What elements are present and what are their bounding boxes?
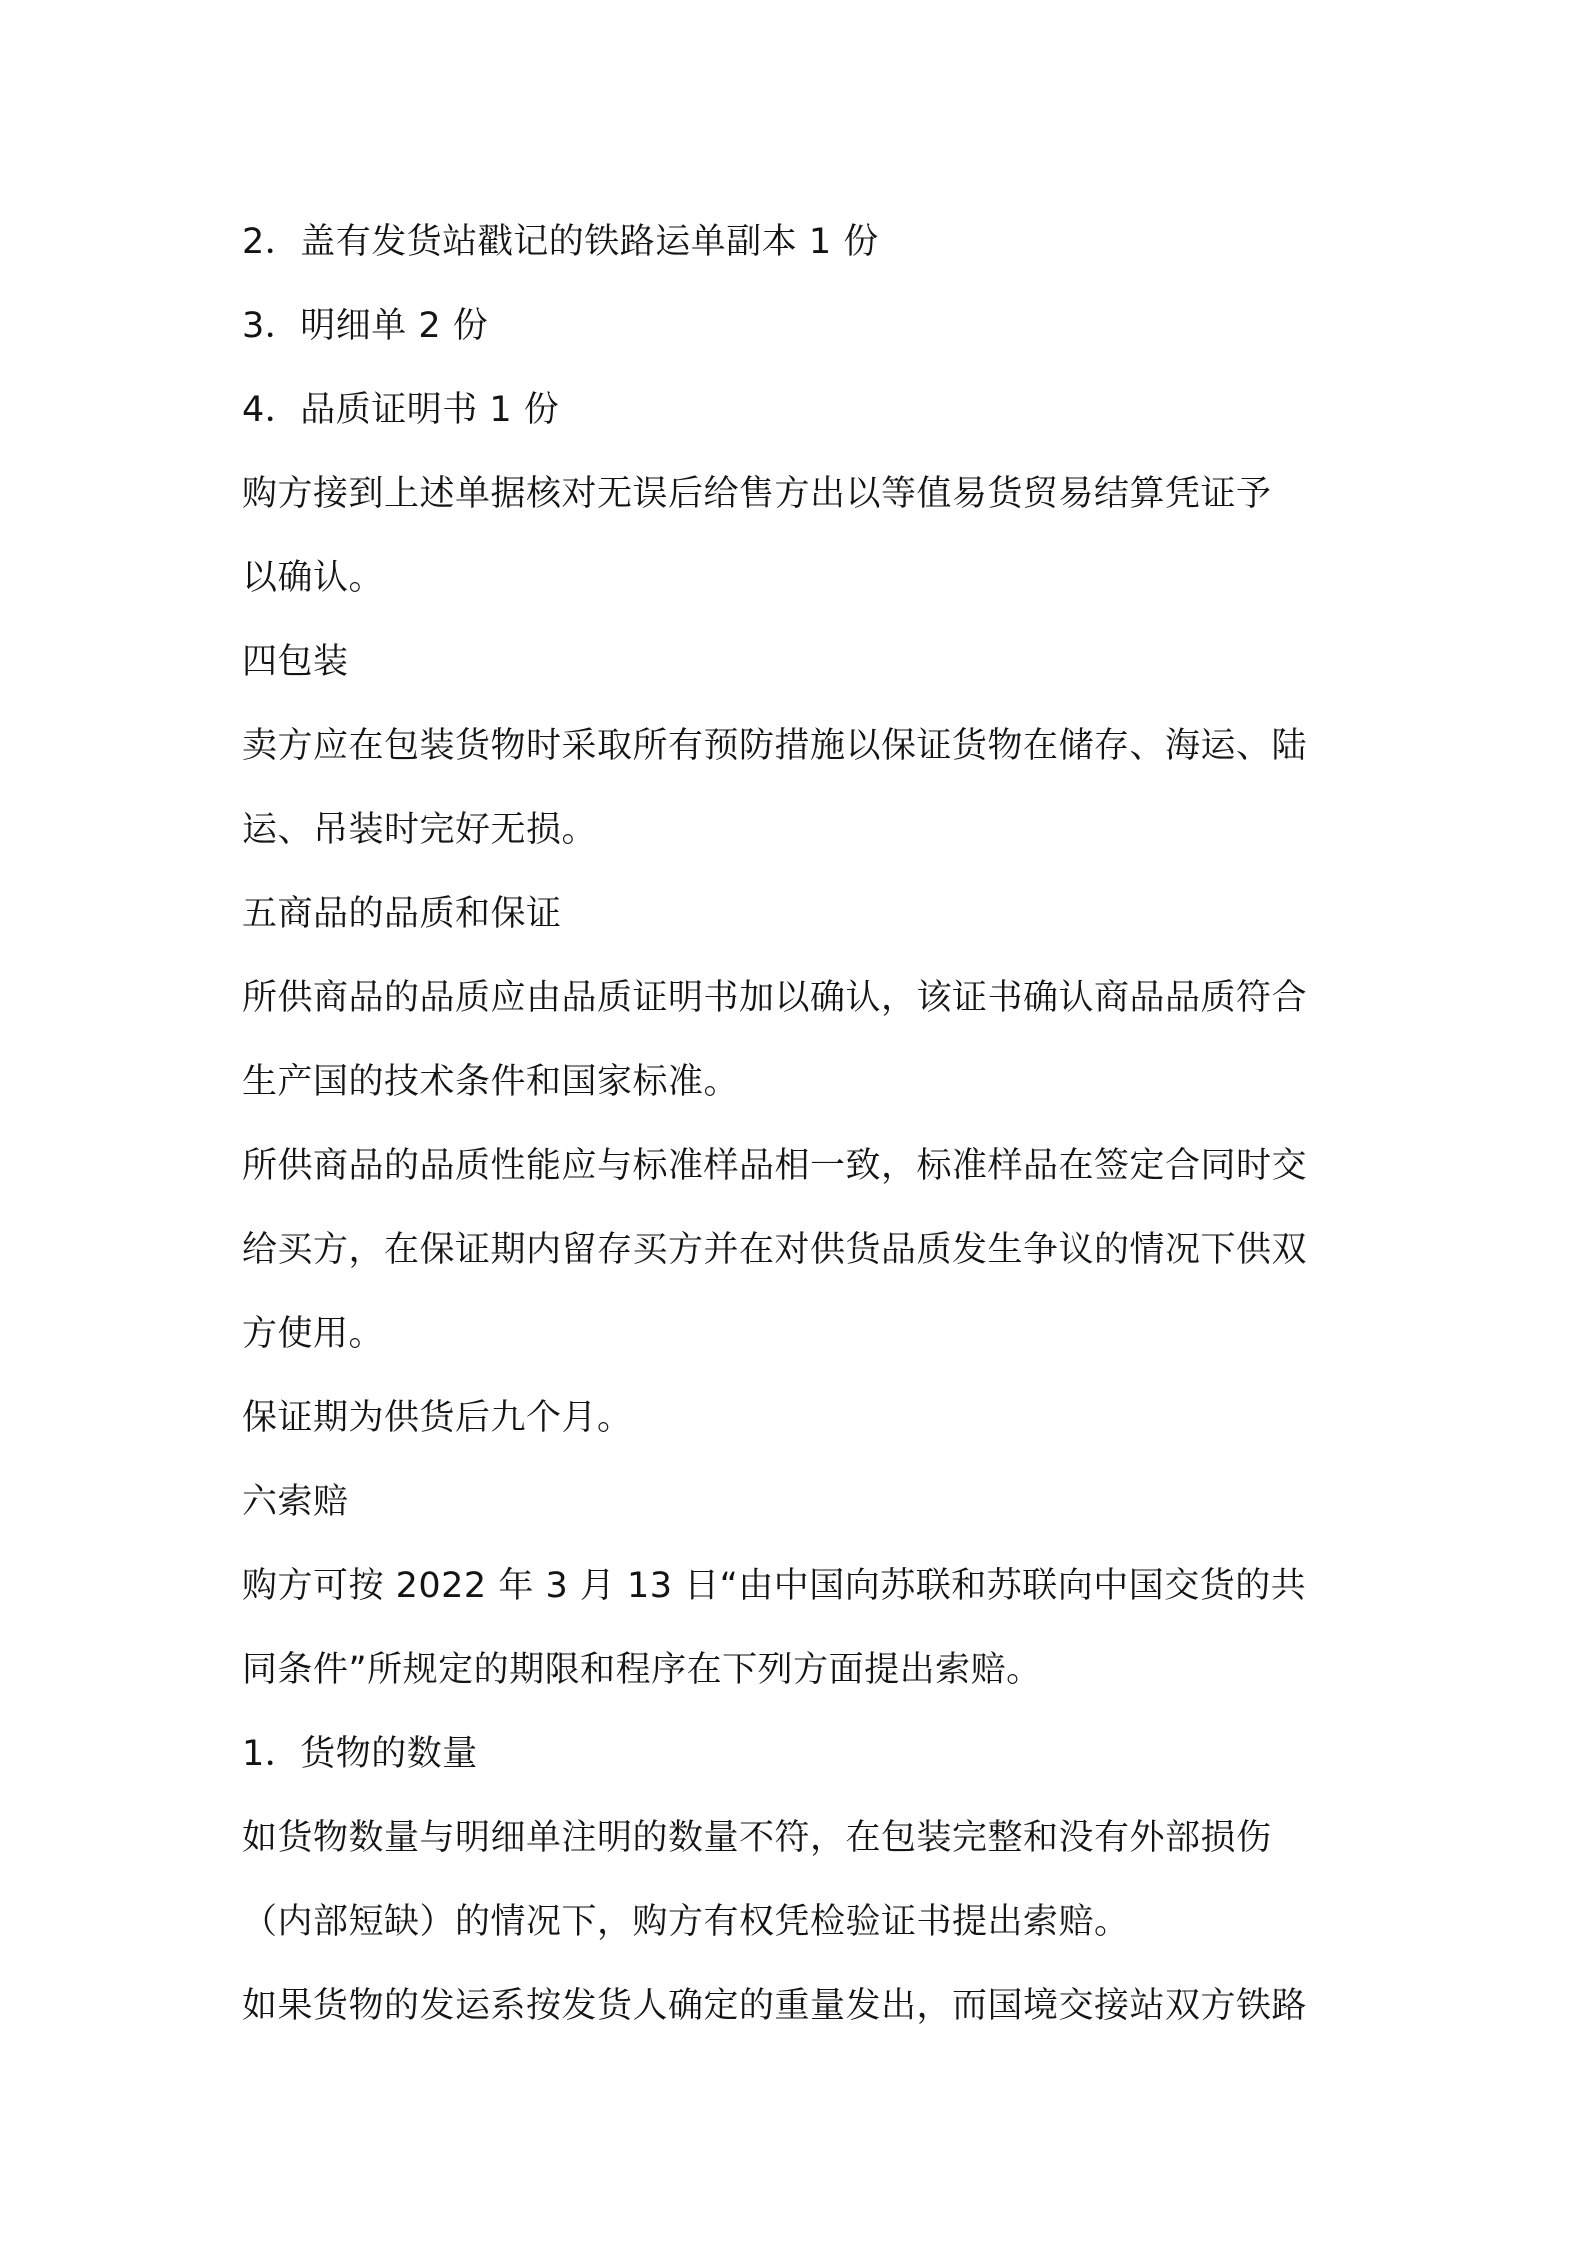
section-heading-packaging: 四包装 <box>242 642 349 682</box>
doc-line: 以确认。 <box>242 558 385 598</box>
doc-line: 运、吊装时完好无损。 <box>242 810 598 850</box>
document-body <box>242 200 1352 2048</box>
doc-line: 购方可按 2022 年 3 月 13 日“由中国向苏联和苏联向中国交货的共 <box>242 1566 1307 1606</box>
doc-line-item-1: 1．货物的数量 <box>242 1734 478 1774</box>
doc-line: 购方接到上述单据核对无误后给售方出以等值易货贸易结算凭证予 <box>242 474 1272 514</box>
doc-line-item-3: 3．明细单 2 份 <box>242 306 489 346</box>
doc-line: 保证期为供货后九个月。 <box>242 1398 633 1438</box>
section-heading-claims: 六索赔 <box>242 1482 349 1522</box>
doc-line: 同条件”所规定的期限和程序在下列方面提出索赔。 <box>242 1650 1042 1690</box>
doc-line: 卖方应在包装货物时采取所有预防措施以保证货物在储存、海运、陆 <box>242 726 1308 766</box>
doc-line-item-4: 4．品质证明书 1 份 <box>242 390 560 430</box>
doc-line: 所供商品的品质应由品质证明书加以确认，该证书确认商品品质符合 <box>242 978 1308 1018</box>
section-heading-quality: 五商品的品质和保证 <box>242 894 562 934</box>
doc-line: 如果货物的发运系按发货人确定的重量发出，而国境交接站双方铁路 <box>242 1986 1308 2026</box>
doc-line: 如货物数量与明细单注明的数量不符，在包装完整和没有外部损伤 <box>242 1818 1272 1858</box>
doc-line: （内部短缺）的情况下，购方有权凭检验证书提出索赔。 <box>242 1902 1130 1942</box>
doc-line: 所供商品的品质性能应与标准样品相一致，标准样品在签定合同时交 <box>242 1146 1308 1186</box>
doc-line: 生产国的技术条件和国家标准。 <box>242 1062 740 1102</box>
doc-line: 给买方，在保证期内留存买方并在对供货品质发生争议的情况下供双 <box>242 1230 1308 1270</box>
doc-line: 方使用。 <box>242 1314 385 1354</box>
doc-line-item-2: 2．盖有发货站戳记的铁路运单副本 1 份 <box>242 222 879 262</box>
